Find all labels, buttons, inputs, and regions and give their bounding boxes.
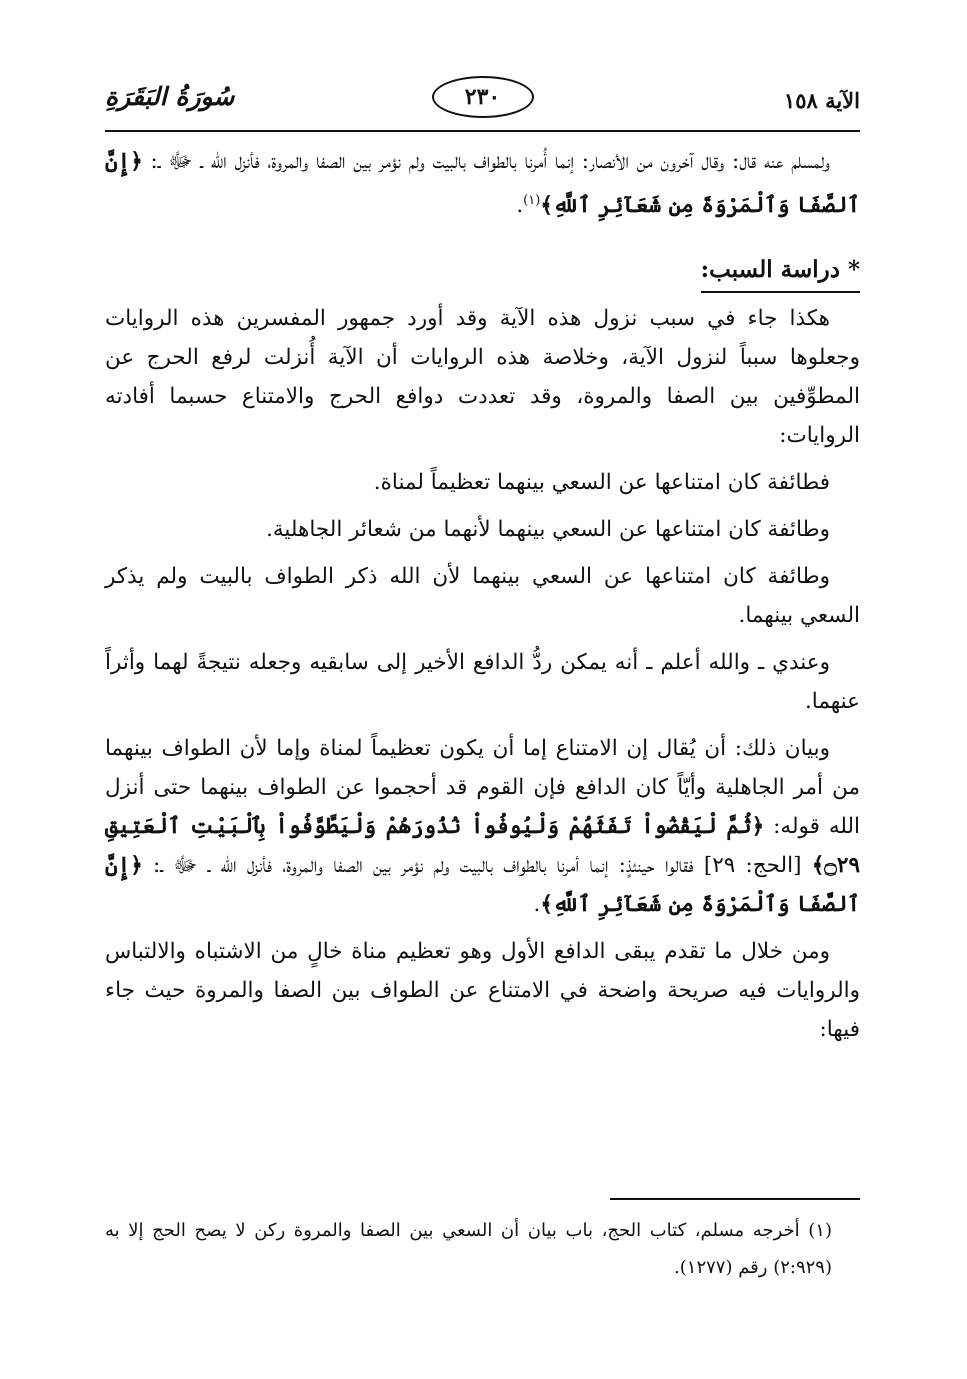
paragraph-4: وطائفة كان امتناعها عن السعي بينهما لأن الله ذكر الطواف بالبيت ولم يذكر السعي بينهما. — [105, 564, 860, 629]
paragraph-7: ومن خلال ما تقدم يبقى الدافع الأول وهو تعظيم مناة خالٍ من الاشتباه والالتباس والروايات فيه صريحة واضحة في الامتناع عن الطواف بين الصفا والمروة حيث جاء فيها: — [105, 939, 860, 1043]
surah-title: سُورَةُ البَقَرَةِ — [105, 82, 235, 111]
paragraph-1: هكذا جاء في سبب نزول هذه الآية وقد أورد جمهور المفسرين هذه الروايات وجعلوها سبباً لنزول الآية، وخلاصة هذه الروايات أن الآية أُنزلت لرفع الحرج عن المطوِّفين بين الصفا والمروة، وقد تعددت دوافع الحرج والامتناع حسبما أفادته الروايات: — [105, 306, 860, 449]
paragraph-5: وعندي ـ والله أعلم ـ أنه يمكن ردُّ الدافع الأخير إلى سابقيه وجعله نتيجةً لهما وأثراً عنهما. — [105, 650, 860, 715]
intro-end: . — [516, 193, 524, 219]
section-title: * دراسة السبب: — [701, 251, 860, 293]
paragraph-2: فطائفة كان امتناعها عن السعي بينهما تعظيماً لمناة. — [373, 470, 830, 496]
body-text — [105, 299, 860, 1049]
page-header — [105, 70, 860, 132]
paragraph-6-b: [الحج: ٢٩] فقالوا حينئذٍ: إنما أمرنا بالطواف بالبيت ولم نؤمر بين الصفا والمروة، فأنزل الله ـ ﷻ ـ: — [142, 853, 812, 879]
intro-block — [105, 142, 860, 225]
footnote-divider — [610, 1198, 860, 1200]
intro-paragraph — [105, 142, 860, 225]
page-number-badge — [432, 76, 534, 118]
paragraph-6-c: . — [533, 892, 541, 918]
intro-line-1: ولمسلم عنه قال: وقال آخرون من الأنصار: إنما أُمرنا بالطواف بالبيت — [432, 149, 830, 174]
paragraph-6-a: وبيان ذلك: أن يُقال إن الامتناع إما أن يكون تعظيماً لمناة وإما لأن الطواف بينهما من أمر الجاهلية وأيّاً كان الدافع فإن القوم قد أحجموا عن الطواف بينهما حتى أنزل الله قوله: — [105, 736, 860, 840]
page-number: ٢٣٠ — [464, 84, 501, 110]
verse-label: الآية ١٥٨ — [783, 88, 860, 113]
footnote-text: (١) أخرجه مسلم، كتاب الحج، باب بيان أن السعي بين الصفا والمروة ركن لا يصح الحج إلا به (٢:٩٢٩) رقم (١٢٧٧). — [105, 1220, 832, 1278]
paragraph-3: وطائفة كان امتناعها عن السعي بينهما لأنهما من شعائر الجاهلية. — [266, 517, 830, 543]
paragraph-6 — [105, 729, 860, 924]
footnote — [105, 1212, 860, 1286]
quran-quote-2: ﴿ثُمَّ لْيَقْضُواْ تَفَثَهُمْ وَلْيُوفُواْ نُذُورَهُمْ وَلْيَطَّوَّفُواْ بِٱلْبَيْتِ ٱلْعَتِيقِ ۝٢٩﴾ — [105, 814, 860, 879]
footnote-marker: (١) — [523, 193, 541, 208]
book-page — [105, 70, 860, 1330]
quran-quote-3: ﴿إِنَّ ٱلصَّفَا وَٱلْمَرْوَةَ مِن شَعَآئِرِ ٱللَّهِ﴾ — [105, 853, 860, 918]
intro-line-2: ولم نؤمر بين الصفا والمروة، فأنزل الله ـ ﷻ ـ: — [142, 149, 425, 174]
quran-quote-1: ﴿إِنَّ ٱلصَّفَا وَٱلْمَرْوَةَ مِن شَعَآئِرِ ٱللَّهِ﴾ — [105, 149, 860, 219]
